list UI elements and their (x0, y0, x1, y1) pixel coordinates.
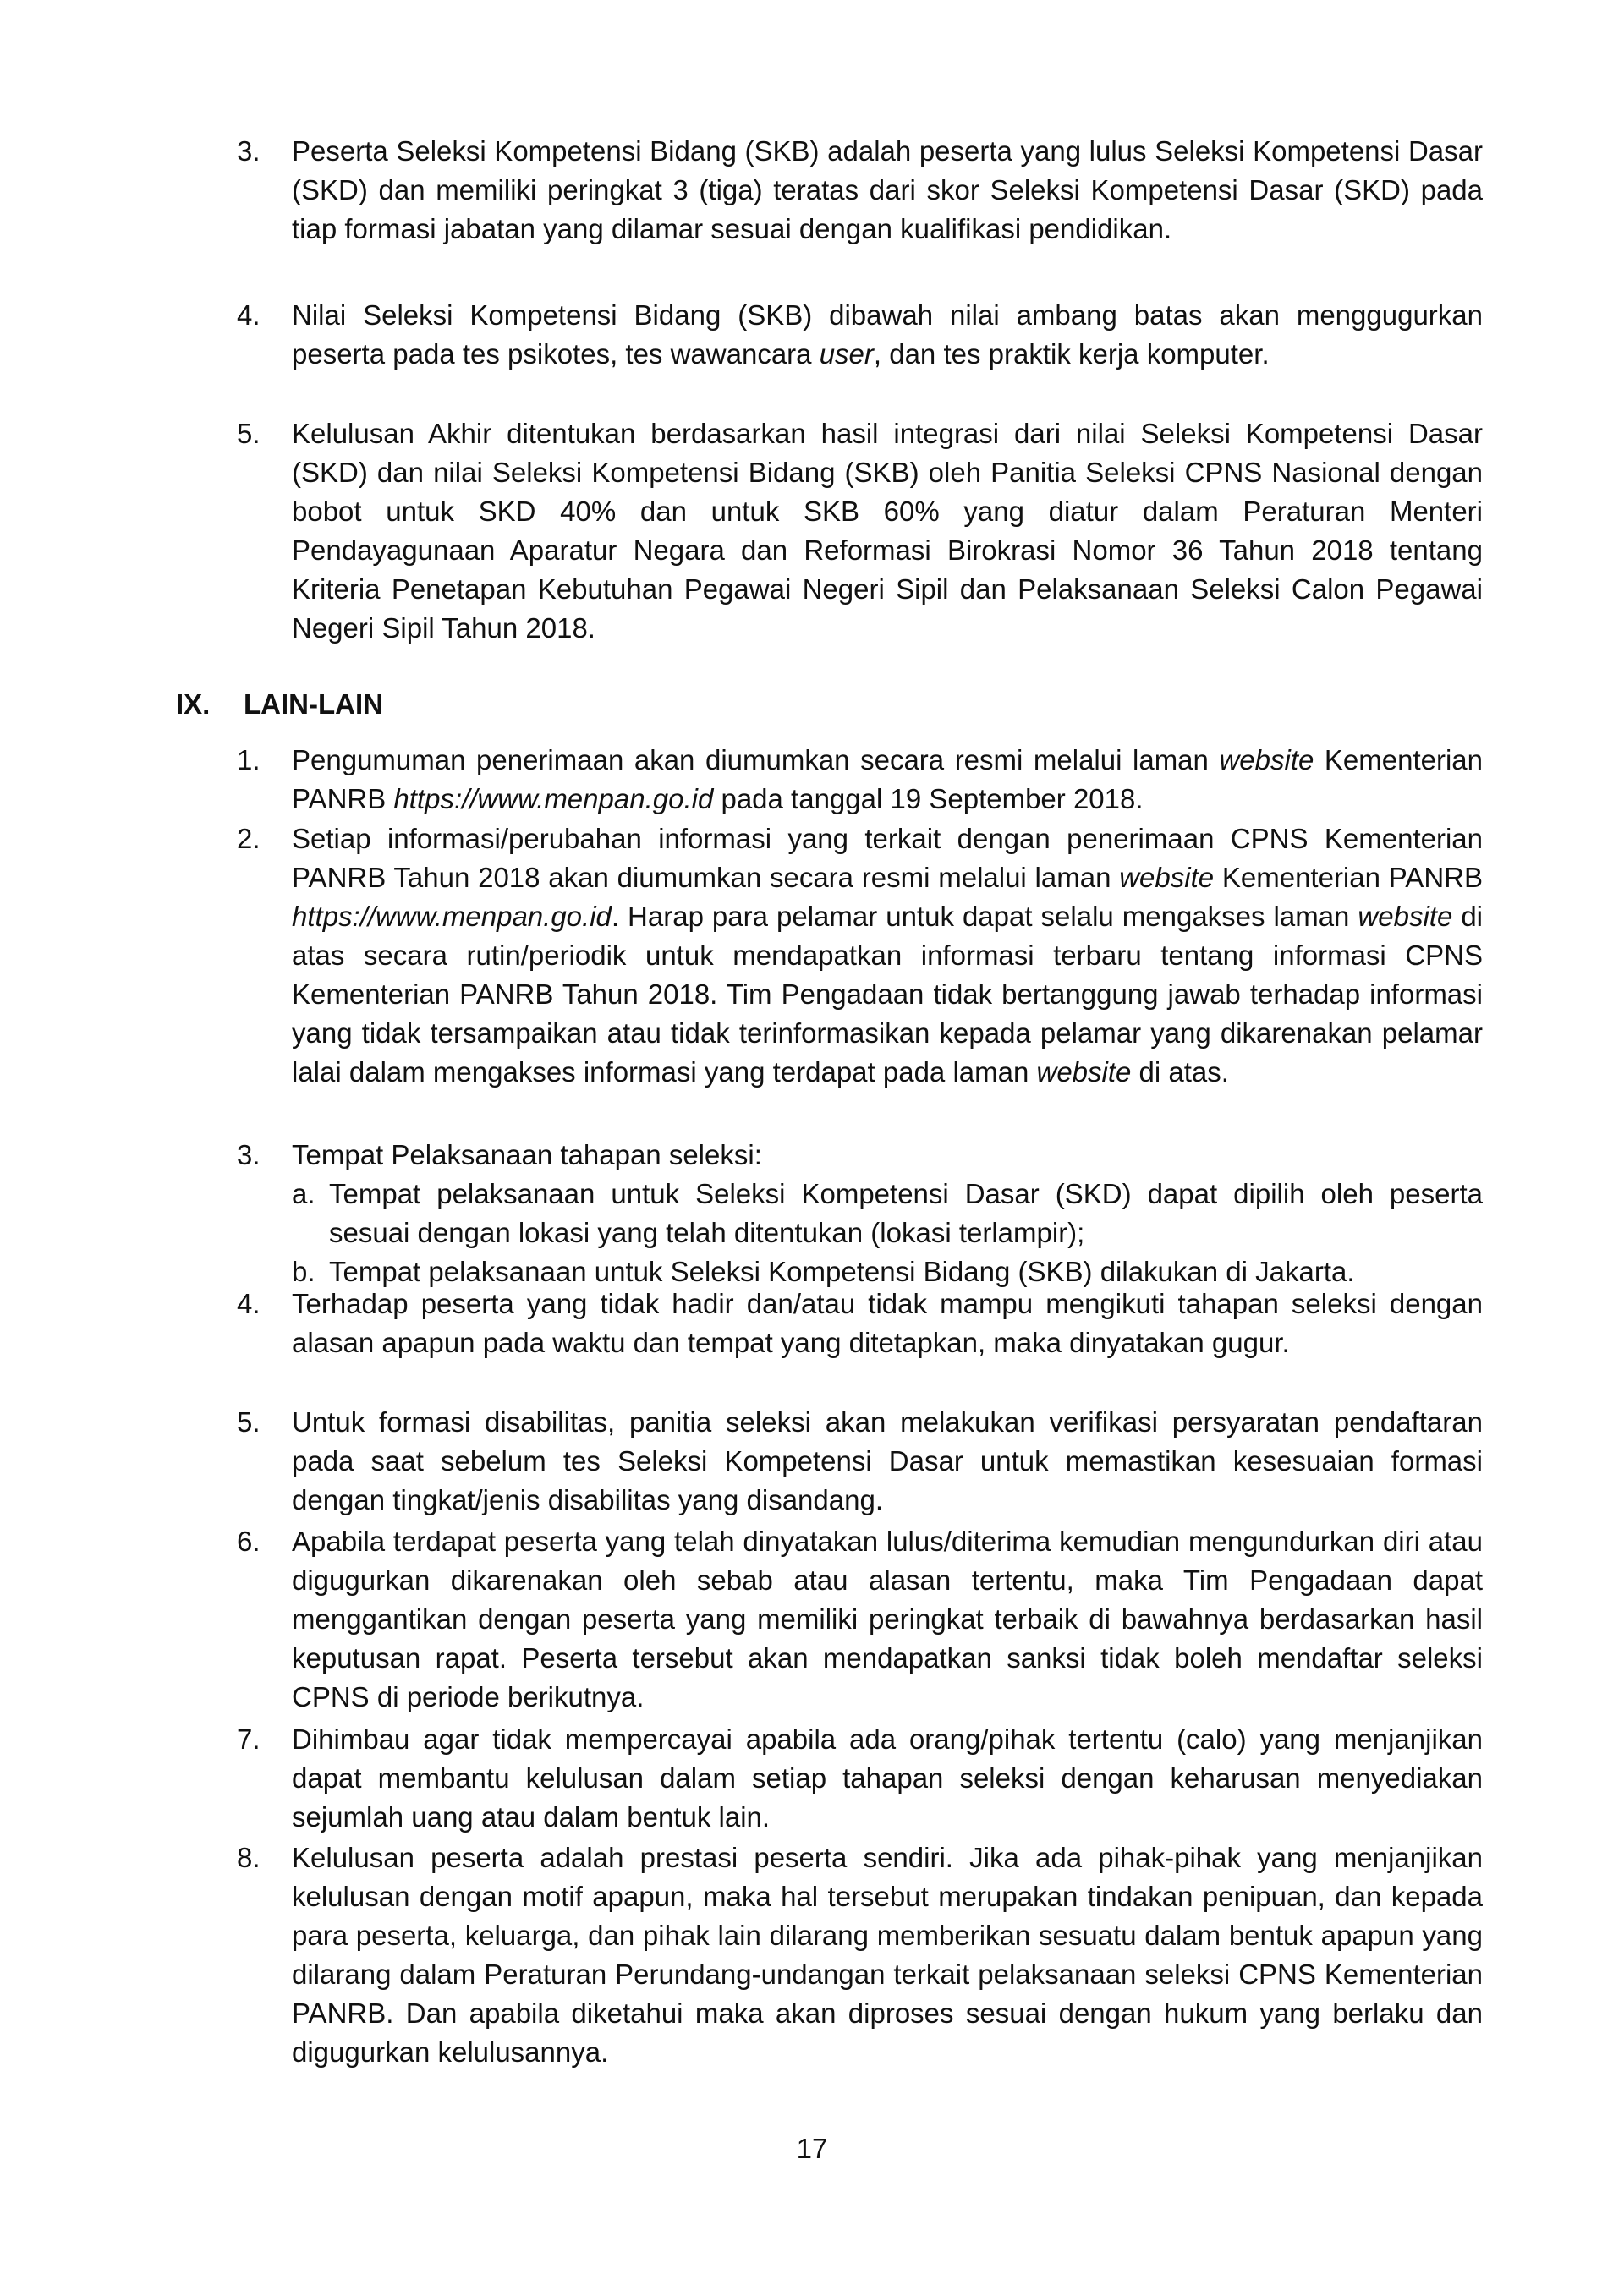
list-number: 3. (237, 135, 261, 167)
italic-term: website (1219, 744, 1314, 775)
list-number: 2. (237, 823, 261, 854)
list-item-text: Peserta Seleksi Kompetensi Bidang (SKB) adalah peserta yang lulus Seleksi Kompetensi Dasar (SKD) dan memiliki peringkat 3 (tiga) teratas dari skor Seleksi Kompetensi Dasar (SKD) pada tiap formasi jabatan yang dilamar sesuai dengan kualifikasi pendidikan. (292, 135, 1483, 244)
list-number: 5. (237, 418, 261, 449)
italic-term: website (1119, 862, 1215, 893)
italic-term: website (1358, 901, 1453, 932)
list-number: 5. (237, 1406, 261, 1438)
list-number: 7. (237, 1723, 261, 1755)
sublist-letter: b. (292, 1256, 315, 1287)
sublist-item-text: Tempat pelaksanaan untuk Seleksi Kompetensi Dasar (SKD) dapat dipilih oleh peserta sesuai dengan lokasi yang telah ditentukan (lokasi terlampir); (329, 1178, 1483, 1248)
section-roman-numeral: IX. (176, 688, 211, 720)
list-item-text: Untuk formasi disabilitas, panitia seleksi akan melakukan verifikasi persyaratan pendaftaran pada saat sebelum tes Seleksi Kompetensi Dasar untuk memastikan kesesuaian formasi dengan tingkat/jenis disabilitas yang disandang. (292, 1406, 1483, 1515)
lain-lain-item-2 (237, 819, 1484, 1092)
lain-lain-item-7 (237, 1720, 1483, 1837)
italic-term: user (819, 338, 874, 370)
list-item-text: Kelulusan peserta adalah prestasi peserta sendiri. Jika ada pihak-pihak yang menjanjikan kelulusan dengan motif apapun, maka hal tersebut merupakan tindakan penipuan, dan kepada para peserta, keluarga, dan pihak lain dilarang memberikan sesuatu dalam bentuk apapun yang dilarang dalam Peraturan Perundang-undangan terkait pelaksanaan seleksi CPNS Kementerian PANRB. Dan apabila diketahui maka akan diproses sesuai dengan hukum yang berlaku dan digugurkan kelulusannya. (292, 1842, 1483, 2068)
list-item-text: Nilai Seleksi Kompetensi Bidang (SKB) dibawah nilai ambang batas akan menggugurkan peserta pada tes psikotes, tes wawancara user, dan tes praktik kerja komputer. (292, 299, 1483, 370)
website-url: https://www.menpan.go.id (292, 901, 612, 932)
list-item-text: Setiap informasi/perubahan informasi yang terkait dengan penerimaan CPNS Kementerian PANRB Tahun 2018 akan diumumkan secara resmi melalui laman website Kementerian PANRB https://www.menpan.go.id. Harap para pelamar untuk dapat selalu mengakses laman website di atas secara rutin/periodik untuk mendapatkan informasi terbaru tentang informasi CPNS Kementerian PANRB Tahun 2018. Tim Pengadaan tidak bertanggung jawab terhadap informasi yang tidak tersampaikan atau tidak terinformasikan kepada pelamar yang dikarenakan pelamar lalai dalam mengakses informasi yang terdapat pada laman website di atas. (292, 823, 1484, 1088)
list-item-text: Pengumuman penerimaan akan diumumkan secara resmi melalui laman website Kementerian PANRB https://www.menpan.go.id pada tanggal 19 September 2018. (292, 744, 1484, 814)
lain-lain-item-3 (237, 1136, 1483, 1291)
list-number: 3. (237, 1139, 261, 1170)
sublist-letter: a. (292, 1178, 315, 1209)
list-number: 6. (237, 1526, 261, 1557)
list-item-3 (237, 132, 1483, 249)
list-item-text: Apabila terdapat peserta yang telah dinyatakan lulus/diterima kemudian mengundurkan diri atau digugurkan dikarenakan oleh sebab atau alasan tertentu, maka Tim Pengadaan dapat menggantikan dengan peserta yang memiliki peringkat terbaik di bawahnya berdasarkan hasil keputusan rapat. Peserta tersebut akan mendapatkan sanksi tidak boleh mendaftar seleksi CPNS di periode berikutnya. (292, 1526, 1483, 1712)
section-title: LAIN-LAIN (244, 688, 383, 720)
list-item-4 (237, 296, 1483, 374)
sublist (292, 1175, 1483, 1291)
lain-lain-item-5 (237, 1403, 1483, 1520)
lain-lain-item-4 (237, 1285, 1483, 1362)
website-url: https://www.menpan.go.id (393, 783, 714, 814)
list-number: 4. (237, 299, 261, 331)
page-number: 17 (796, 2133, 828, 2164)
sublist-item-a (292, 1175, 1483, 1252)
list-item-text: Tempat Pelaksanaan tahapan seleksi: (292, 1139, 762, 1170)
list-number: 4. (237, 1288, 261, 1319)
sublist-item-text: Tempat pelaksanaan untuk Seleksi Kompetensi Bidang (SKB) dilakukan di Jakarta. (329, 1256, 1355, 1287)
list-item-text: Terhadap peserta yang tidak hadir dan/atau tidak mampu mengikuti tahapan seleksi dengan alasan apapun pada waktu dan tempat yang ditetapkan, maka dinyatakan gugur. (292, 1288, 1483, 1358)
list-item-5 (237, 414, 1483, 648)
list-item-text: Kelulusan Akhir ditentukan berdasarkan hasil integrasi dari nilai Seleksi Kompetensi Dasar (SKD) dan nilai Seleksi Kompetensi Bidang (SKB) oleh Panitia Seleksi CPNS Nasional dengan bobot untuk SKD 40% dan untuk SKB 60% yang diatur dalam Peraturan Menteri Pendayagunaan Aparatur Negara dan Reformasi Birokrasi Nomor 36 Tahun 2018 tentang Kriteria Penetapan Kebutuhan Pegawai Negeri Sipil dan Pelaksanaan Seleksi Calon Pegawai Negeri Sipil Tahun 2018. (292, 418, 1483, 644)
lain-lain-item-8 (237, 1838, 1483, 2072)
list-item-text: Dihimbau agar tidak mempercayai apabila ada orang/pihak tertentu (calo) yang menjanjikan dapat membantu kelulusan dalam setiap tahapan seleksi dengan keharusan menyediakan sejumlah uang atau dalam bentuk lain. (292, 1723, 1483, 1833)
section-heading (176, 685, 383, 724)
list-number: 8. (237, 1842, 261, 1873)
list-number: 1. (237, 744, 261, 775)
lain-lain-item-6 (237, 1522, 1483, 1717)
lain-lain-item-1 (237, 741, 1484, 819)
italic-term: website (1036, 1056, 1132, 1088)
